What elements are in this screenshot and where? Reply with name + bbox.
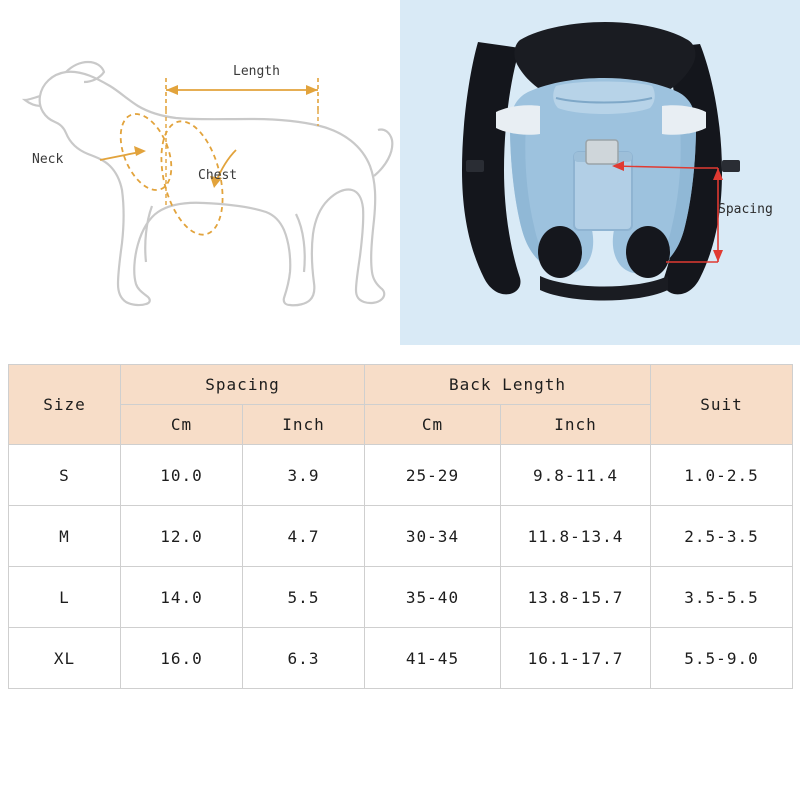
table-row [9, 628, 793, 689]
cell-back-cm: 41-45 [365, 628, 501, 689]
header-spacing-inch: Inch [243, 405, 365, 445]
header-back-inch: Inch [501, 405, 651, 445]
cell-back-inch: 11.8-13.4 [501, 506, 651, 567]
header-suit: Suit [651, 365, 793, 445]
cell-back-inch: 9.8-11.4 [501, 445, 651, 506]
header-back-length: Back Length [365, 365, 651, 405]
label-spacing: Spacing [718, 202, 773, 217]
cell-back-cm: 35-40 [365, 567, 501, 628]
cell-spacing-inch: 3.9 [243, 445, 365, 506]
header-spacing-cm: Cm [121, 405, 243, 445]
cell-suit-kg: 1.0-2.5 [651, 445, 793, 506]
cell-spacing-inch: 5.5 [243, 567, 365, 628]
table-body [9, 445, 793, 689]
dog-diagram-panel [0, 0, 400, 345]
cell-back-inch: 13.8-15.7 [501, 567, 651, 628]
cell-suit-kg: 5.5-9.0 [651, 628, 793, 689]
cell-spacing-inch: 4.7 [243, 506, 365, 567]
carrier-backpack-illustration [400, 0, 800, 345]
cell-spacing-inch: 6.3 [243, 628, 365, 689]
cell-size: S [9, 445, 121, 506]
header-size: Size [9, 365, 121, 445]
cell-back-cm: 30-34 [365, 506, 501, 567]
cell-size: M [9, 506, 121, 567]
table-row [9, 445, 793, 506]
header-spacing: Spacing [121, 365, 365, 405]
label-neck: Neck [32, 152, 64, 167]
cell-back-inch: 16.1-17.7 [501, 628, 651, 689]
cell-back-cm: 25-29 [365, 445, 501, 506]
cell-suit-kg: 3.5-5.5 [651, 567, 793, 628]
cell-suit-kg: 2.5-3.5 [651, 506, 793, 567]
label-chest: Chest [198, 168, 238, 183]
table-row [9, 506, 793, 567]
size-table-container [8, 364, 792, 689]
illustration-band [0, 0, 800, 345]
cell-size: L [9, 567, 121, 628]
cell-spacing-cm: 12.0 [121, 506, 243, 567]
label-length: Length [233, 64, 280, 79]
header-back-cm: Cm [365, 405, 501, 445]
table-header [9, 365, 793, 445]
size-table [8, 364, 793, 689]
cell-spacing-cm: 16.0 [121, 628, 243, 689]
cell-size: XL [9, 628, 121, 689]
table-row [9, 567, 793, 628]
product-photo-panel [400, 0, 800, 345]
cell-spacing-cm: 10.0 [121, 445, 243, 506]
table-header-row-groups [9, 365, 793, 405]
cell-spacing-cm: 14.0 [121, 567, 243, 628]
